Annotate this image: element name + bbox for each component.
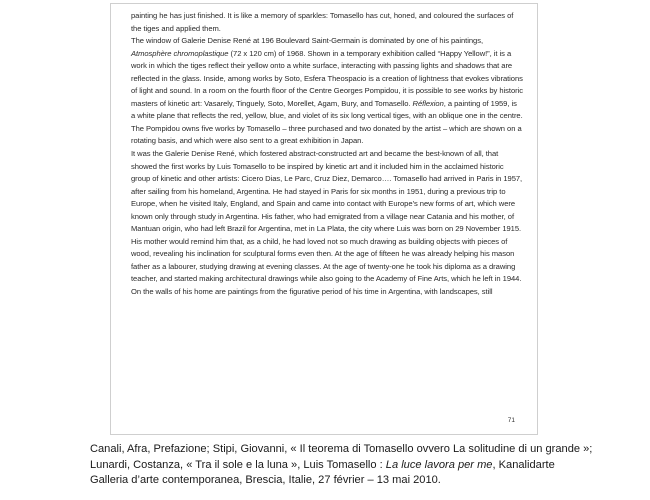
- text-segment: painting he has just finished. It is like a memory of sparkles: Tomasello has cut, honed, and coloured the surfaces of the tiges and applied them.: [131, 11, 514, 33]
- paragraph-galerie-denise-rene: [131, 35, 523, 148]
- paragraph-biography: [131, 148, 523, 286]
- text-segment: On the walls of his home are paintings from the figurative period of his time in Argentina, with landscapes, still: [131, 287, 493, 297]
- text-segment: , a painting of 1959, is a white plane that reflects the red, yellow, blue, and violet of its six long vertical tiges, with an oblique one in the centre. The Pompidou owns five works by Tomasello – three purchased and two donated by the artist – which are shown on a rotating basis, and which were also sent to a great exhibition in Japan.: [131, 98, 523, 146]
- page-number: 71: [507, 417, 515, 424]
- citation-line-1: Canali, Afra, Prefazione; Stipi, Giovanni, « Il teorema di Tomasello ovvero La solitudine di un grande »;: [90, 443, 593, 455]
- citation-book-title: La luce lavora per me: [385, 458, 493, 471]
- text-segment: The window of Galerie Denise René at 196 Boulevard Saint-Germain is dominated by one of his paintings,: [131, 36, 484, 46]
- citation-line-3: Galleria d’arte contemporanea, Brescia, Italie, 27 février – 13 mai 2010.: [90, 474, 441, 487]
- scanned-book-page: [110, 3, 538, 435]
- text-segment: (72 x 120 cm) of 1968. Shown in a temporary exhibition called “Happy Yellow!”, it is a work in which the tiges reflect their yellow onto a white surface, interacting with passing lights and shadows that are reflected in the glass. Inside, among works by Soto, Esfera Theospacio is a creation of lightness that evokes vibrations of light and sound. In a room on the fourth floor of the Centre Georges Pompidou, it is possible to see works by historic masters of kinetic art: Vasarely, Tinguely, Soto, Morellet, Agam, Bury, and Tomasello.: [131, 48, 523, 108]
- citation-line-2: [90, 458, 635, 474]
- paragraph-intro-continuation: [131, 10, 523, 35]
- citation-caption: [90, 442, 635, 489]
- paragraph-walls-of-home: [131, 286, 523, 299]
- page-body-text: [131, 10, 523, 299]
- italic-title: Atmosphère chromoplastique: [131, 48, 229, 58]
- text-segment: It was the Galerie Denise René, which fostered abstract-constructed art and became the best-known of all, that showed the first works by Luis Tomasello to be inspired by kinetic art and it included him in the acclaimed historic group of kinetic and other artists: Cicero Dias, Le Parc, Cruz Diez, Demarco…. Tomasello had arrived in Paris in 1957, after sailing from his homeland, Argentina. He had stayed in Paris for six months in 1951, during a previous trip to Europe, when he visited Italy, England, and Spain and came into contact with Europe’s new forms of art, which were known only through study in Argentina. His father, who had emigrated from a village near Catania and his mother, of Mantuan origin, who had left Brazil for Argentina, met in La Plata, the city where Luis was born on 29 November 1915. His mother would remind him that, as a child, he had loved not so much drawing as building objects with pieces of wood, revealing his inclination for sculptural forms even then. At the age of fifteen he was already helping his mason father as a labourer, studying drawing at evening classes. At the age of twenty-one he took his diploma as a drawing teacher, and started making architectural drawings while also going to the Academy of Fine Arts, which he left in 1944.: [131, 149, 523, 284]
- citation-line-2-prefix: Lunardi, Costanza, « Tra il sole e la luna », Luis Tomasello :: [90, 458, 386, 471]
- italic-title: Réflexion: [412, 98, 444, 108]
- citation-line-2-suffix: , Kanalidarte: [492, 458, 555, 471]
